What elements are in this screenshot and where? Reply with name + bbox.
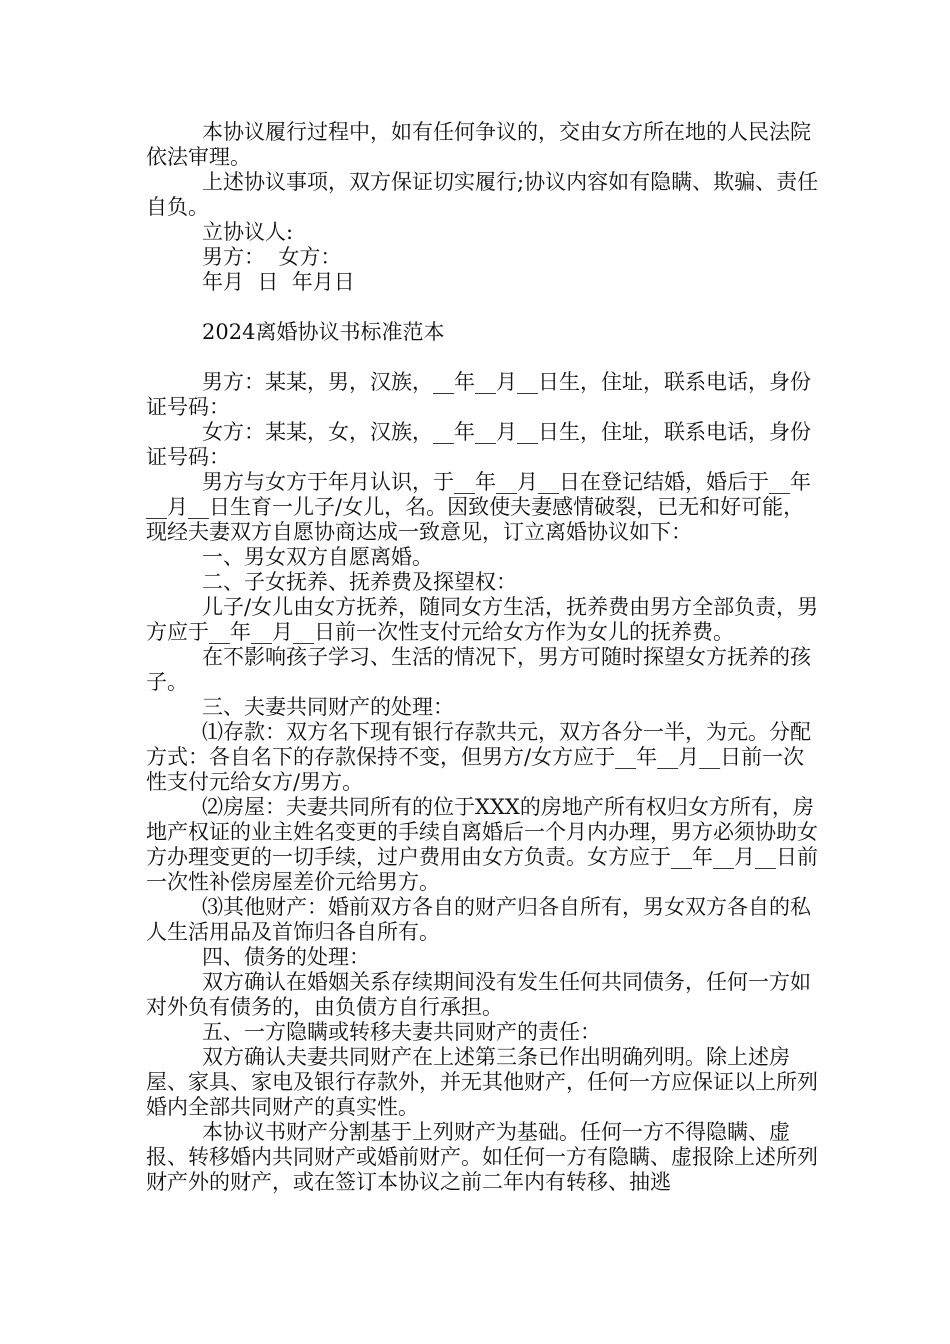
paragraph: 男方： 女方： [202,245,342,269]
paragraph: 双方确认在婚姻关系存续期间没有发生任何共同债务，任何一方如对外负有债务的，由负债方自行承担。 [146,970,811,1019]
section-heading: 二、子女抚养、抚养费及探望权： [202,570,517,594]
paragraph: 一、男女双方自愿离婚。 [202,545,433,569]
paragraph: 本协议履行过程中，如有任何争议的，交由女方所在地的人民法院依法审理。 [146,120,811,169]
paragraph: 女方：某某，女，汉族，__年__月__日生，住址，联系电话，身份证号码： [146,420,811,469]
paragraph: ⑴存款：双方名下现有银行存款共元，双方各分一半，为元。分配方式：各自名下的存款保持不变，但男方/女方应于__年__月__日前一次性支付元给女方/男方。 [146,720,811,794]
paragraph: 男方与女方于年月认识，于__年__月__日在登记结婚，婚后于__年__月__日生育一儿子/女儿，名。因致使夫妻感情破裂，已无和好可能，现经夫妻双方自愿协商达成一致意见，订立离婚协议如下： [146,470,811,544]
section-heading: 三、夫妻共同财产的处理： [202,695,454,719]
paragraph: ⑵房屋：夫妻共同所有的位于XXX的房地产所有权归女方所有，房地产权证的业主姓名变更的手续自离婚后一个月内办理，男方必须协助女方办理变更的一切手续，过户费用由女方负责。女方应于__年__月__日前一次性补偿房屋差价元给男方。 [146,795,818,894]
paragraph: 在不影响孩子学习、生活的情况下，男方可随时探望女方抚养的孩子。 [146,645,811,694]
section-heading: 五、一方隐瞒或转移夫妻共同财产的责任： [202,1020,601,1044]
document-title: 2024离婚协议书标准范本 [202,320,445,344]
paragraph: 儿子/女儿由女方抚养，随同女方生活，抚养费由男方全部负责，男方应于__年__月__日前一次性支付元给女方作为女儿的抚养费。 [146,595,819,644]
paragraph: ⑶其他财产：婚前双方各自的财产归各自所有，男女双方各自的私人生活用品及首饰归各自所有。 [146,895,811,944]
paragraph: 本协议书财产分割基于上列财产为基础。任何一方不得隐瞒、虚报、转移婚内共同财产或婚前财产。如任何一方有隐瞒、虚报除上述所列财产外的财产，或在签订本协议之前二年内有转移、抽逃 [146,1120,818,1194]
paragraph: 年月 日 年月日 [202,270,355,294]
section-heading: 四、债务的处理： [202,945,370,969]
paragraph: 双方确认夫妻共同财产在上述第三条已作出明确列明。除上述房屋、家具、家电及银行存款外，并无其他财产，任何一方应保证以上所列婚内全部共同财产的真实性。 [146,1045,818,1119]
paragraph: 男方：某某，男，汉族，__年__月__日生，住址，联系电话，身份证号码： [146,370,811,419]
paragraph: 立协议人: [202,220,294,244]
paragraph: 上述协议事项，双方保证切实履行;协议内容如有隐瞒、欺骗、责任自负。 [146,170,819,219]
